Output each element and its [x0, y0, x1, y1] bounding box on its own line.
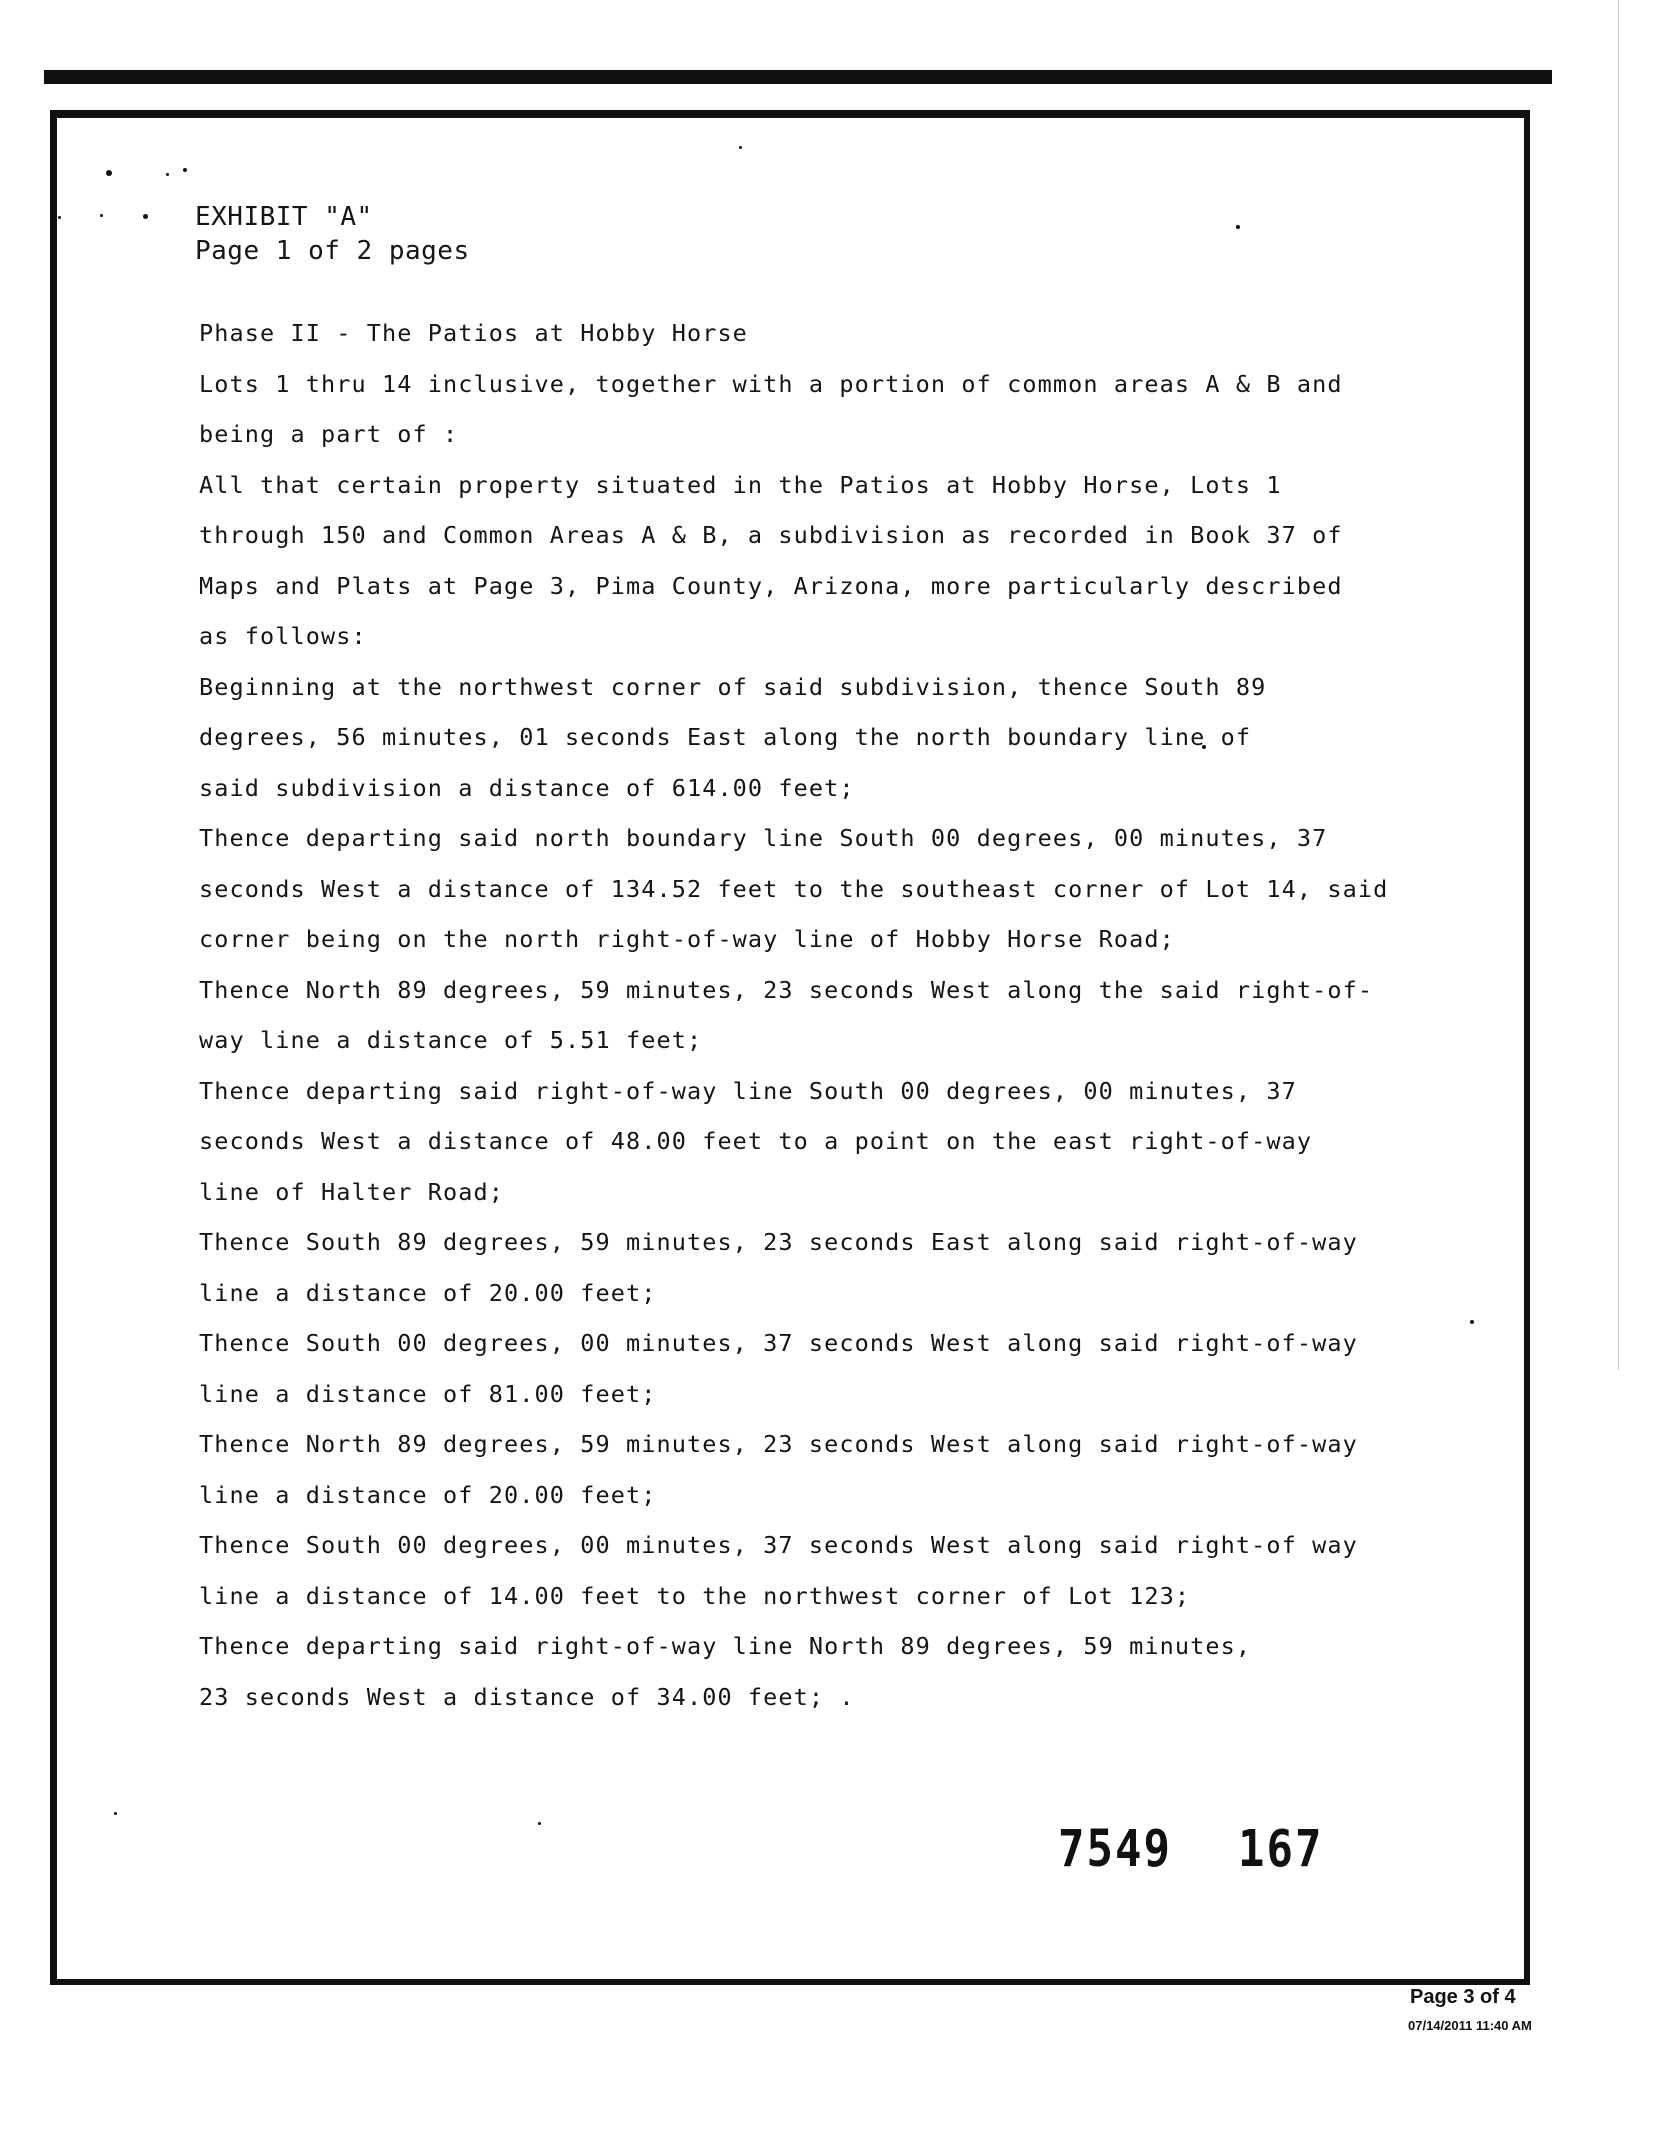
legal-description — [199, 308, 1389, 1722]
page-info: Page 1 of 2 pages — [195, 236, 470, 266]
text-line: Thence departing said right-of-way line South 00 degrees, 00 minutes, 37 — [199, 1076, 1297, 1105]
text-line: Beginning at the northwest corner of said subdivision, thence South 89 — [199, 672, 1267, 701]
text-line: line of Halter Road; — [199, 1177, 504, 1206]
text-line: seconds West a distance of 134.52 feet to the southeast corner of Lot 14, said — [199, 874, 1389, 903]
text-line: Phase II - The Patios at Hobby Horse — [199, 319, 748, 347]
text-line: line a distance of 20.00 feet; — [199, 1278, 657, 1307]
text-line: said subdivision a distance of 614.00 feet; — [199, 773, 855, 802]
text-line: Maps and Plats at Page 3, Pima County, Arizona, more particularly described — [199, 571, 1343, 600]
text-line: Thence South 00 degrees, 00 minutes, 37 seconds West along said right-of-way — [199, 1329, 1358, 1357]
scan-speck — [1470, 1320, 1474, 1324]
top-border-bar — [44, 70, 1552, 84]
scan-speck — [58, 216, 61, 219]
text-line: seconds West a distance of 48.00 feet to a point on the east right-of-way — [199, 1127, 1313, 1155]
recording-page-number: 167 — [1238, 1820, 1324, 1879]
scan-speck — [739, 146, 742, 149]
scan-speck — [538, 1822, 541, 1825]
text-line: being a part of : — [199, 420, 459, 448]
scan-speck — [183, 168, 187, 172]
scan-speck — [114, 1812, 117, 1815]
text-line: line a distance of 81.00 feet; — [199, 1379, 657, 1408]
text-line: through 150 and Common Areas A & B, a subdivision as recorded in Book 37 of — [199, 521, 1343, 549]
text-line: line a distance of 20.00 feet; — [199, 1480, 657, 1509]
scan-speck — [106, 170, 112, 176]
exhibit-title: EXHIBIT "A" — [195, 202, 373, 232]
scan-speck — [1236, 225, 1240, 229]
scan-speck — [100, 214, 103, 217]
text-line: Thence departing said right-of-way line North 89 degrees, 59 minutes, — [199, 1632, 1252, 1660]
text-line: as follows: — [199, 622, 367, 650]
text-line: corner being on the north right-of-way line of Hobby Horse Road; — [199, 925, 1175, 953]
text-line: line a distance of 14.00 feet to the northwest corner of Lot 123; — [199, 1581, 1191, 1610]
text-line: way line a distance of 5.51 feet; — [199, 1026, 703, 1054]
text-line: degrees, 56 minutes, 01 seconds East along the north boundary line of — [199, 723, 1252, 751]
scan-speck — [143, 214, 148, 219]
text-line: Thence South 00 degrees, 00 minutes, 37 seconds West along said right-of way — [199, 1531, 1358, 1559]
text-line: All that certain property situated in the Patios at Hobby Horse, Lots 1 — [199, 470, 1282, 499]
text-line: Lots 1 thru 14 inclusive, together with a portion of common areas A & B and — [199, 369, 1343, 398]
text-line: Thence North 89 degrees, 59 minutes, 23 seconds West along the said right-of- — [199, 975, 1374, 1004]
print-timestamp: 07/14/2011 11:40 AM — [1408, 2018, 1532, 2033]
recording-book-number: 7549 — [1058, 1820, 1172, 1879]
text-line: 23 seconds West a distance of 34.00 feet; . — [199, 1682, 855, 1711]
page-footer-mark: Page 3 of 4 — [1410, 1986, 1516, 2008]
scan-edge-line — [1618, 0, 1619, 1370]
text-line: Thence departing said north boundary line South 00 degrees, 00 minutes, 37 — [199, 824, 1328, 852]
scan-speck — [166, 173, 169, 176]
exhibit-header — [195, 200, 470, 268]
scan-speck — [1258, 72, 1262, 75]
text-line: Thence South 89 degrees, 59 minutes, 23 seconds East along said right-of-way — [199, 1228, 1358, 1256]
text-line: Thence North 89 degrees, 59 minutes, 23 seconds West along said right-of-way — [199, 1430, 1358, 1458]
